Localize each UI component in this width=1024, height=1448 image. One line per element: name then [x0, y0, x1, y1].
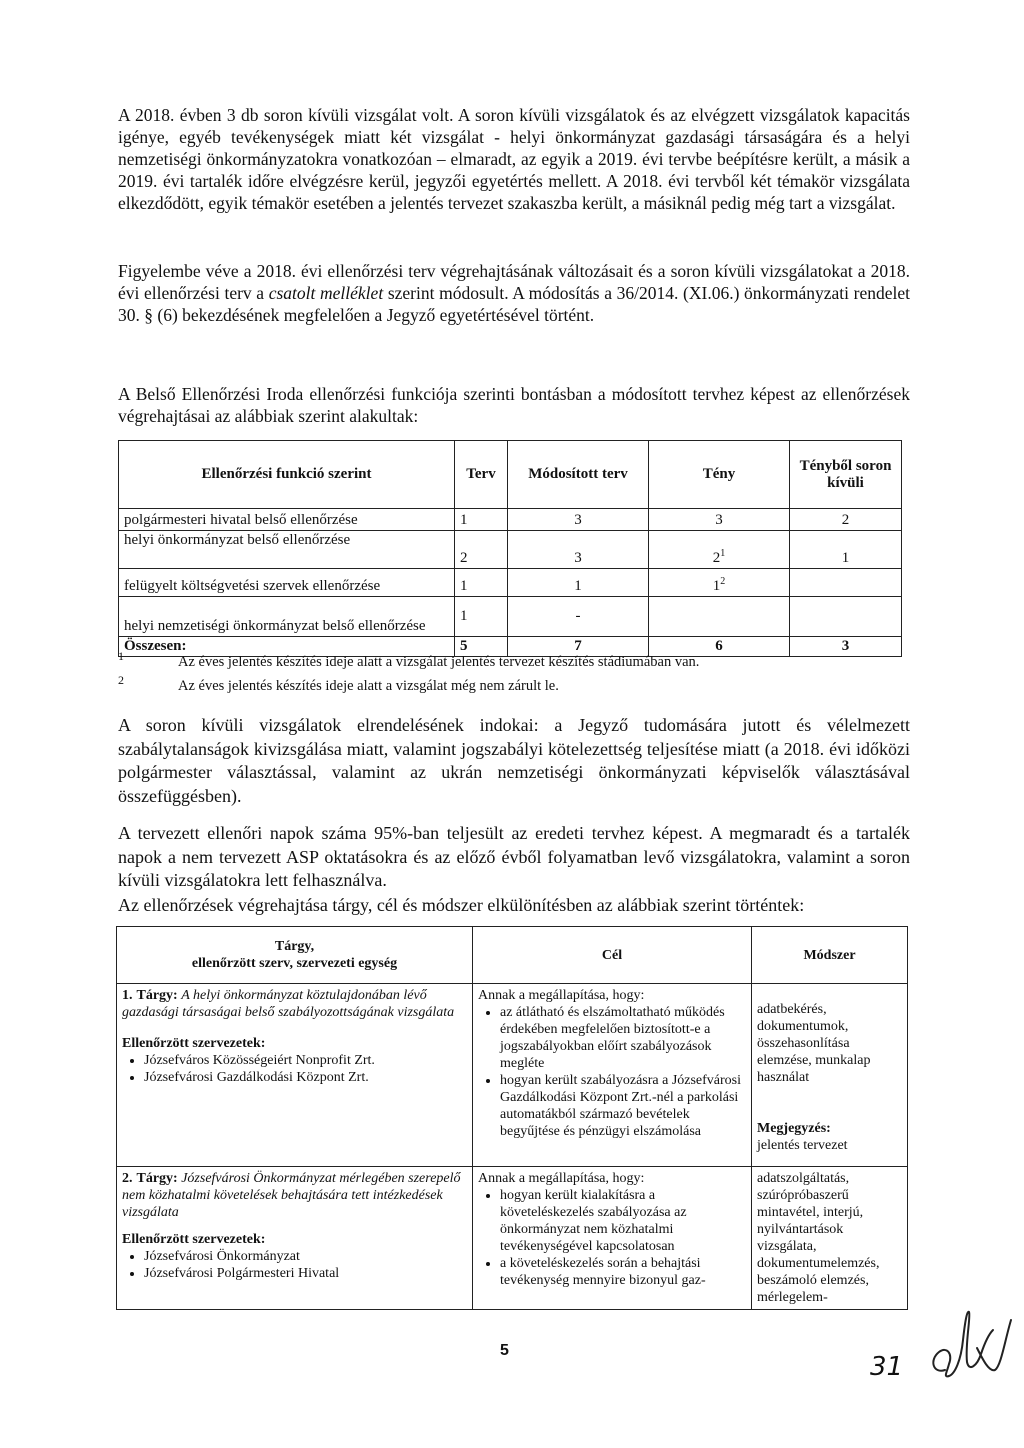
list-item: • Józsefvárosi Gazdálkodási Központ Zrt.: [144, 1069, 467, 1086]
row-modified: 1: [508, 569, 649, 597]
table-header-row: [119, 441, 902, 509]
table-row: [119, 597, 902, 637]
row-modified: 3: [508, 509, 649, 531]
row-extraordinary: [790, 569, 902, 597]
method-text: adatszolgáltatás, szúrópróbaszerű mintavétel, interjú, nyilvántartások vizsgálata, dokumentumelemzés, beszámoló elemzés, mérlegelem-: [757, 1171, 880, 1305]
total-modified: 7: [508, 637, 649, 657]
paragraph-audit-days: A tervezett ellenőri napok száma 95%-ban teljesült az eredeti tervhez képest. A megmaradt és a tartalék napok a nem tervezett ASP oktatásokra és az előző évből folyamatban levő vizsgálatokra, valamint a soron kívüli vizsgálatokra lett felhasználva.: [118, 823, 910, 890]
row-label: polgármesteri hivatal belső ellenőrzése: [119, 509, 455, 531]
list-item: • hogyan került kialakításra a követeléskezelés szabályozása az önkormányzat nem közhatalmi tevékenységével kapcsolatosan: [500, 1187, 746, 1255]
list-item: • Józsefvárosi Polgármesteri Hivatal: [144, 1265, 467, 1282]
row-plan: 1: [455, 597, 508, 637]
audited-entities-list: [122, 1052, 467, 1086]
total-label: Összesen:: [119, 637, 455, 657]
header-method: Módszer: [752, 927, 908, 984]
method-cell: [752, 1167, 908, 1310]
paragraph-execution: Az ellenőrzések végrehajtása tárgy, cél és módszer elkülönítésben az alábbiak szerint történtek:: [118, 895, 805, 915]
header-goal: Cél: [473, 927, 752, 984]
goal-intro: Annak a megállapítása, hogy:: [478, 988, 645, 1003]
paragraph-intro: A 2018. évben 3 db soron kívüli vizsgálat volt. A soron kívüli vizsgálatok és az elvégzett vizsgálatok kapacitás igénye, egyéb tevékenységek miatt két vizsgálat - helyi önkormányzat gazdasági társaságára és a helyi nemzetiségi önkormányzatokra vonatkozóan – elmaradt, az egyik a 2019. évi tervbe beépítésre került, a másik a 2019. évi tartalék időre elvégzésre kerül, jegyzői egyetértés mellett. A 2018. évi tervből két témakör vizsgálata elkezdődött, egyik témakör esetében a jelentés tervezet szakaszba került, a másiknál pedig még tart a vizsgálat.: [118, 105, 910, 213]
row-plan: 1: [455, 509, 508, 531]
note-label: Megjegyzés:: [757, 1121, 831, 1136]
goal-list: [478, 1004, 746, 1140]
row-label: helyi nemzetiségi önkormányzat belső ellenőrzése: [119, 597, 455, 637]
audit-function-table: [118, 440, 902, 657]
method-text: adatbekérés, dokumentumok, összehasonlítása elemzése, munkalap használat: [757, 1002, 871, 1085]
table-row: [119, 531, 902, 569]
header-extraordinary: Tényből soron kívüli: [790, 441, 902, 509]
list-item: • az átlátható és elszámoltatható működés érdekében megfelelően biztosított-e a jogszabályokban előírt szabályozások megléte: [500, 1004, 746, 1072]
list-item: • Józsefváros Közösségeiért Nonprofit Zrt.: [144, 1052, 467, 1069]
row-actual: $1^2$: [649, 569, 790, 597]
row-modified: -: [508, 597, 649, 637]
subject-cell: [117, 984, 473, 1167]
subject-cell: [117, 1167, 473, 1310]
total-extraordinary: 3: [790, 637, 902, 657]
subject-line: 1. Tárgy: A helyi önkormányzat köztulajdonában lévő gazdasági társaságai belső szabályozottságának vizsgálata: [122, 988, 455, 1020]
row-extraordinary: [790, 597, 902, 637]
list-item: • hogyan került szabályozásra a Józsefvárosi Gazdálkodási Központ Zrt.-nél a parkolási automatákból származó bevételek begyűjtése és pénzügyi elszámolása: [500, 1072, 746, 1140]
row-actual: 3: [649, 509, 790, 531]
table-row: [119, 569, 902, 597]
audited-entities-label: Ellenőrzött szervezetek:: [122, 1036, 266, 1051]
paragraph-breakdown: A Belső Ellenőrzési Iroda ellenőrzési funkciója szerinti bontásban a módosított tervhez képest az ellenőrzések végrehajtásai az alábbiak szerint alakultak:: [118, 384, 910, 426]
list-item: • Józsefvárosi Önkormányzat: [144, 1248, 467, 1265]
page-number: 5: [500, 1342, 509, 1359]
handwritten-signature: [915, 1300, 1015, 1390]
method-cell: [752, 984, 908, 1167]
header-function: Ellenőrzési funkció szerint: [119, 441, 455, 509]
row-modified: 3: [508, 531, 649, 569]
total-plan: 5: [455, 637, 508, 657]
goal-cell: [473, 1167, 752, 1310]
audited-entities-label: Ellenőrzött szervezetek:: [122, 1232, 266, 1247]
note-text: jelentés tervezet: [757, 1138, 848, 1153]
row-extraordinary: 2: [790, 509, 902, 531]
footnote-2: 2 Az éves jelentés készítés ideje alatt a vizsgálat még nem zárult le.: [118, 673, 559, 694]
goal-list: [478, 1187, 746, 1289]
table-row: [117, 984, 908, 1167]
row-actual: $2^1$: [649, 531, 790, 569]
paragraph-modification-a: Figyelembe véve a 2018. évi ellenőrzési terv végrehajtásának változásait és a soron kívüli vizsgálatokat a 2018. évi ellenőrzési terv a: [118, 261, 910, 303]
list-item: • a követeléskezelés során a behajtási tevékenység mennyire bizonyul gaz-: [500, 1255, 746, 1289]
attached-annex-text: csatolt melléklet: [268, 283, 384, 303]
header-subject: Tárgy, ellenőrzött szerv, szervezeti egység: [117, 927, 473, 984]
goal-intro: Annak a megállapítása, hogy:: [478, 1171, 645, 1186]
row-label: helyi önkormányzat belső ellenőrzése: [119, 531, 455, 569]
total-actual: 6: [649, 637, 790, 657]
table-header-row: [117, 927, 908, 984]
row-label: felügyelt költségvetési szervek ellenőrzése: [119, 569, 455, 597]
handwritten-page-number: 31: [870, 1352, 904, 1382]
header-plan: Terv: [455, 441, 508, 509]
header-actual: Tény: [649, 441, 790, 509]
row-actual: [649, 597, 790, 637]
subject-line: 2. Tárgy: Józsefvárosi Önkormányzat mérlegében szerepelő nem közhatalmi követelések behajtására tett intézkedések vizsgálata: [122, 1171, 461, 1220]
row-extraordinary: 1: [790, 531, 902, 569]
header-modified-plan: Módosított terv: [508, 441, 649, 509]
row-plan: 1: [455, 569, 508, 597]
audited-entities-list: [122, 1248, 467, 1282]
audit-details-table: [116, 926, 908, 1310]
paragraph-modification: [118, 260, 910, 326]
footnote-1: 1 Az éves jelentés készítés ideje alatt a vizsgálat jelentés tervezet készítés stádiumában van.: [118, 649, 700, 670]
table-row: [119, 509, 902, 531]
paragraph-reasons: A soron kívüli vizsgálatok elrendelésének indokai: a Jegyző tudomására jutott és vélelmezett szabálytalanságok kivizsgálása miatt, valamint jogszabályi kötelezettség teljesítése miatt (a 2018. évi időközi polgármester választással, valamint az ukrán nemzetiségi önkormányzati képviselők választásával összefüggésben).: [118, 715, 910, 806]
row-plan: 2: [455, 531, 508, 569]
paragraph-modification-b: szerint módosult. A módosítás a 36/2014. (XI.06.) önkormányzati rendelet 30. § (6) bekezdésének megfelelően a Jegyző egyetértésével történt.: [118, 283, 910, 325]
goal-cell: [473, 984, 752, 1167]
table-row: [117, 1167, 908, 1310]
